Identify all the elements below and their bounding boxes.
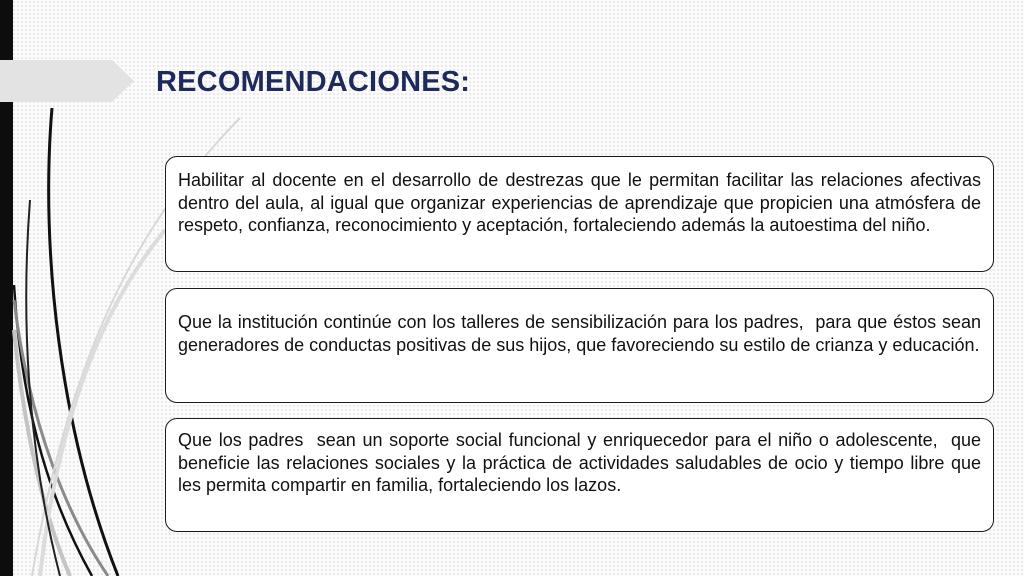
recommendation-box-1 [165,156,994,272]
recommendation-text-3: Que los padres sean un soporte social funcional y enriquecedor para el niño o adolescente, que beneficie las relaciones sociales y la práctica de actividades saludables de ocio y tiempo libre que les permita compartir en familia, fortaleciendo los lazos. [178,430,987,495]
recommendation-box-3 [165,418,994,532]
decorative-curve-light-2 [40,230,165,576]
recommendation-box-2 [165,288,994,403]
title-tab-shape [0,60,134,102]
slide-title: RECOMENDACIONES: [156,66,471,98]
recommendation-text-2: Que la institución continúe con los talleres de sensibilización para los padres, para que éstos sean generadores de conductas positivas de sus hijos, que favoreciendo su estilo de crianza y educación. [178,312,992,355]
recommendation-text-1: Habilitar al docente en el desarrollo de destrezas que le permitan facilitar las relaciones afectivas dentro del aula, al igual que organizar experiencias de aprendizaje que propicien una atmósfera de respeto, confianza, reconocimiento y aceptación, fortaleciendo además la autoestima del niño. [178,170,987,235]
